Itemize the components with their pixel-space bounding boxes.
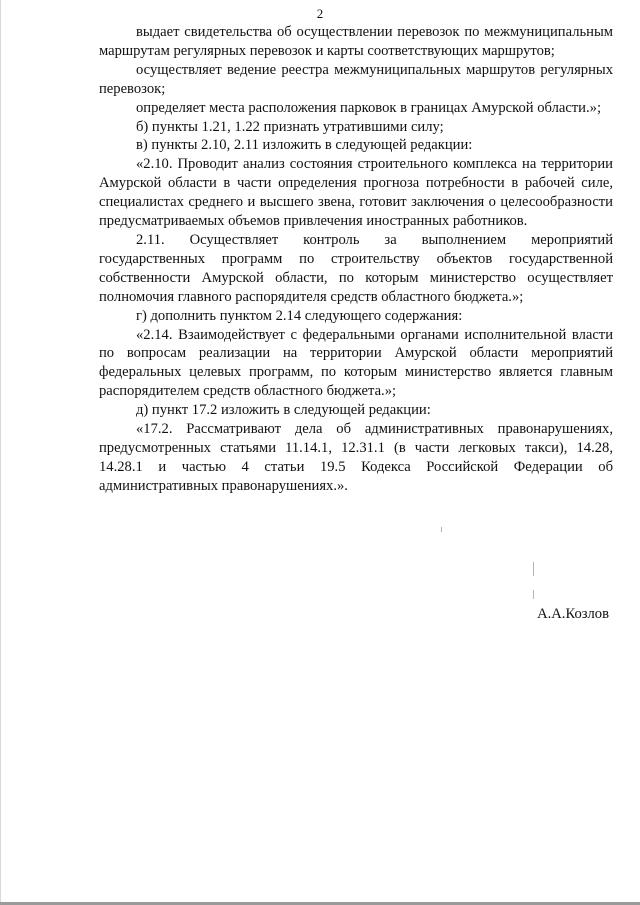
scan-artifact (533, 590, 534, 599)
paragraph-item-g: г) дополнить пунктом 2.14 следующего содержания: (136, 307, 463, 324)
scan-artifact (441, 527, 442, 532)
signature-name: А.А.Козлов (537, 606, 609, 622)
paragraph-item-v: в) пункты 2.10, 2.11 изложить в следующей редакции: (136, 137, 473, 154)
paragraph-clause-2-11: 2.11. Осуществляет контроль за выполнением мероприятий государственных программ по строительству объектов государственной собственности Амурской области, по которым министерство осуществляет полномочия главного распорядителя средств областного бюджета.»; (99, 231, 613, 305)
paragraph-issue-certificates: выдает свидетельства об осуществлении перевозок по межмуниципальным маршрутам регулярных перевозок и карты соответствующих маршрутов; (99, 24, 613, 59)
page-number: 2 (316, 6, 324, 21)
paragraph-maintain-registry: осуществляет ведение реестра межмуниципальных маршрутов регулярных перевозок; (99, 61, 613, 97)
scan-artifact (533, 562, 534, 576)
paragraph-clause-2-14: «2.14. Взаимодействует с федеральными органами исполнительной власти по вопросам реализации на территории Амурской области мероприятий федеральных целевых программ, по которым министерство является главным распорядителем средств областного бюджета.»; (99, 326, 613, 400)
paragraph-clause-17-2: «17.2. Рассматривают дела об административных правонарушениях, предусмотренных статьями 11.14.1, 12.31.1 (в части легковых такси), 14.28, 14.28.1 и частью 4 статьи 19.5 Кодекса Российской Федерации об административных правонарушениях.». (99, 421, 613, 494)
paragraph-item-d: д) пункт 17.2 изложить в следующей редакции: (136, 402, 431, 419)
paragraph-parking-locations: определяет места расположения парковок в границах Амурской области.»; (136, 99, 601, 116)
scan-edge-left (0, 0, 1, 905)
document-body (99, 23, 613, 496)
paragraph-clause-2-10: «2.10. Проводит анализ состояния строительного комплекса на территории Амурской области в части определения прогноза потребности в рабочей силе, специалистах среднего и высшего звена, готовит заключения о целесообразности предусматриваемых объемов привлечения иностранных работников. (99, 156, 613, 230)
paragraph-item-b: б) пункты 1.21, 1.22 признать утратившими силу; (136, 118, 444, 135)
